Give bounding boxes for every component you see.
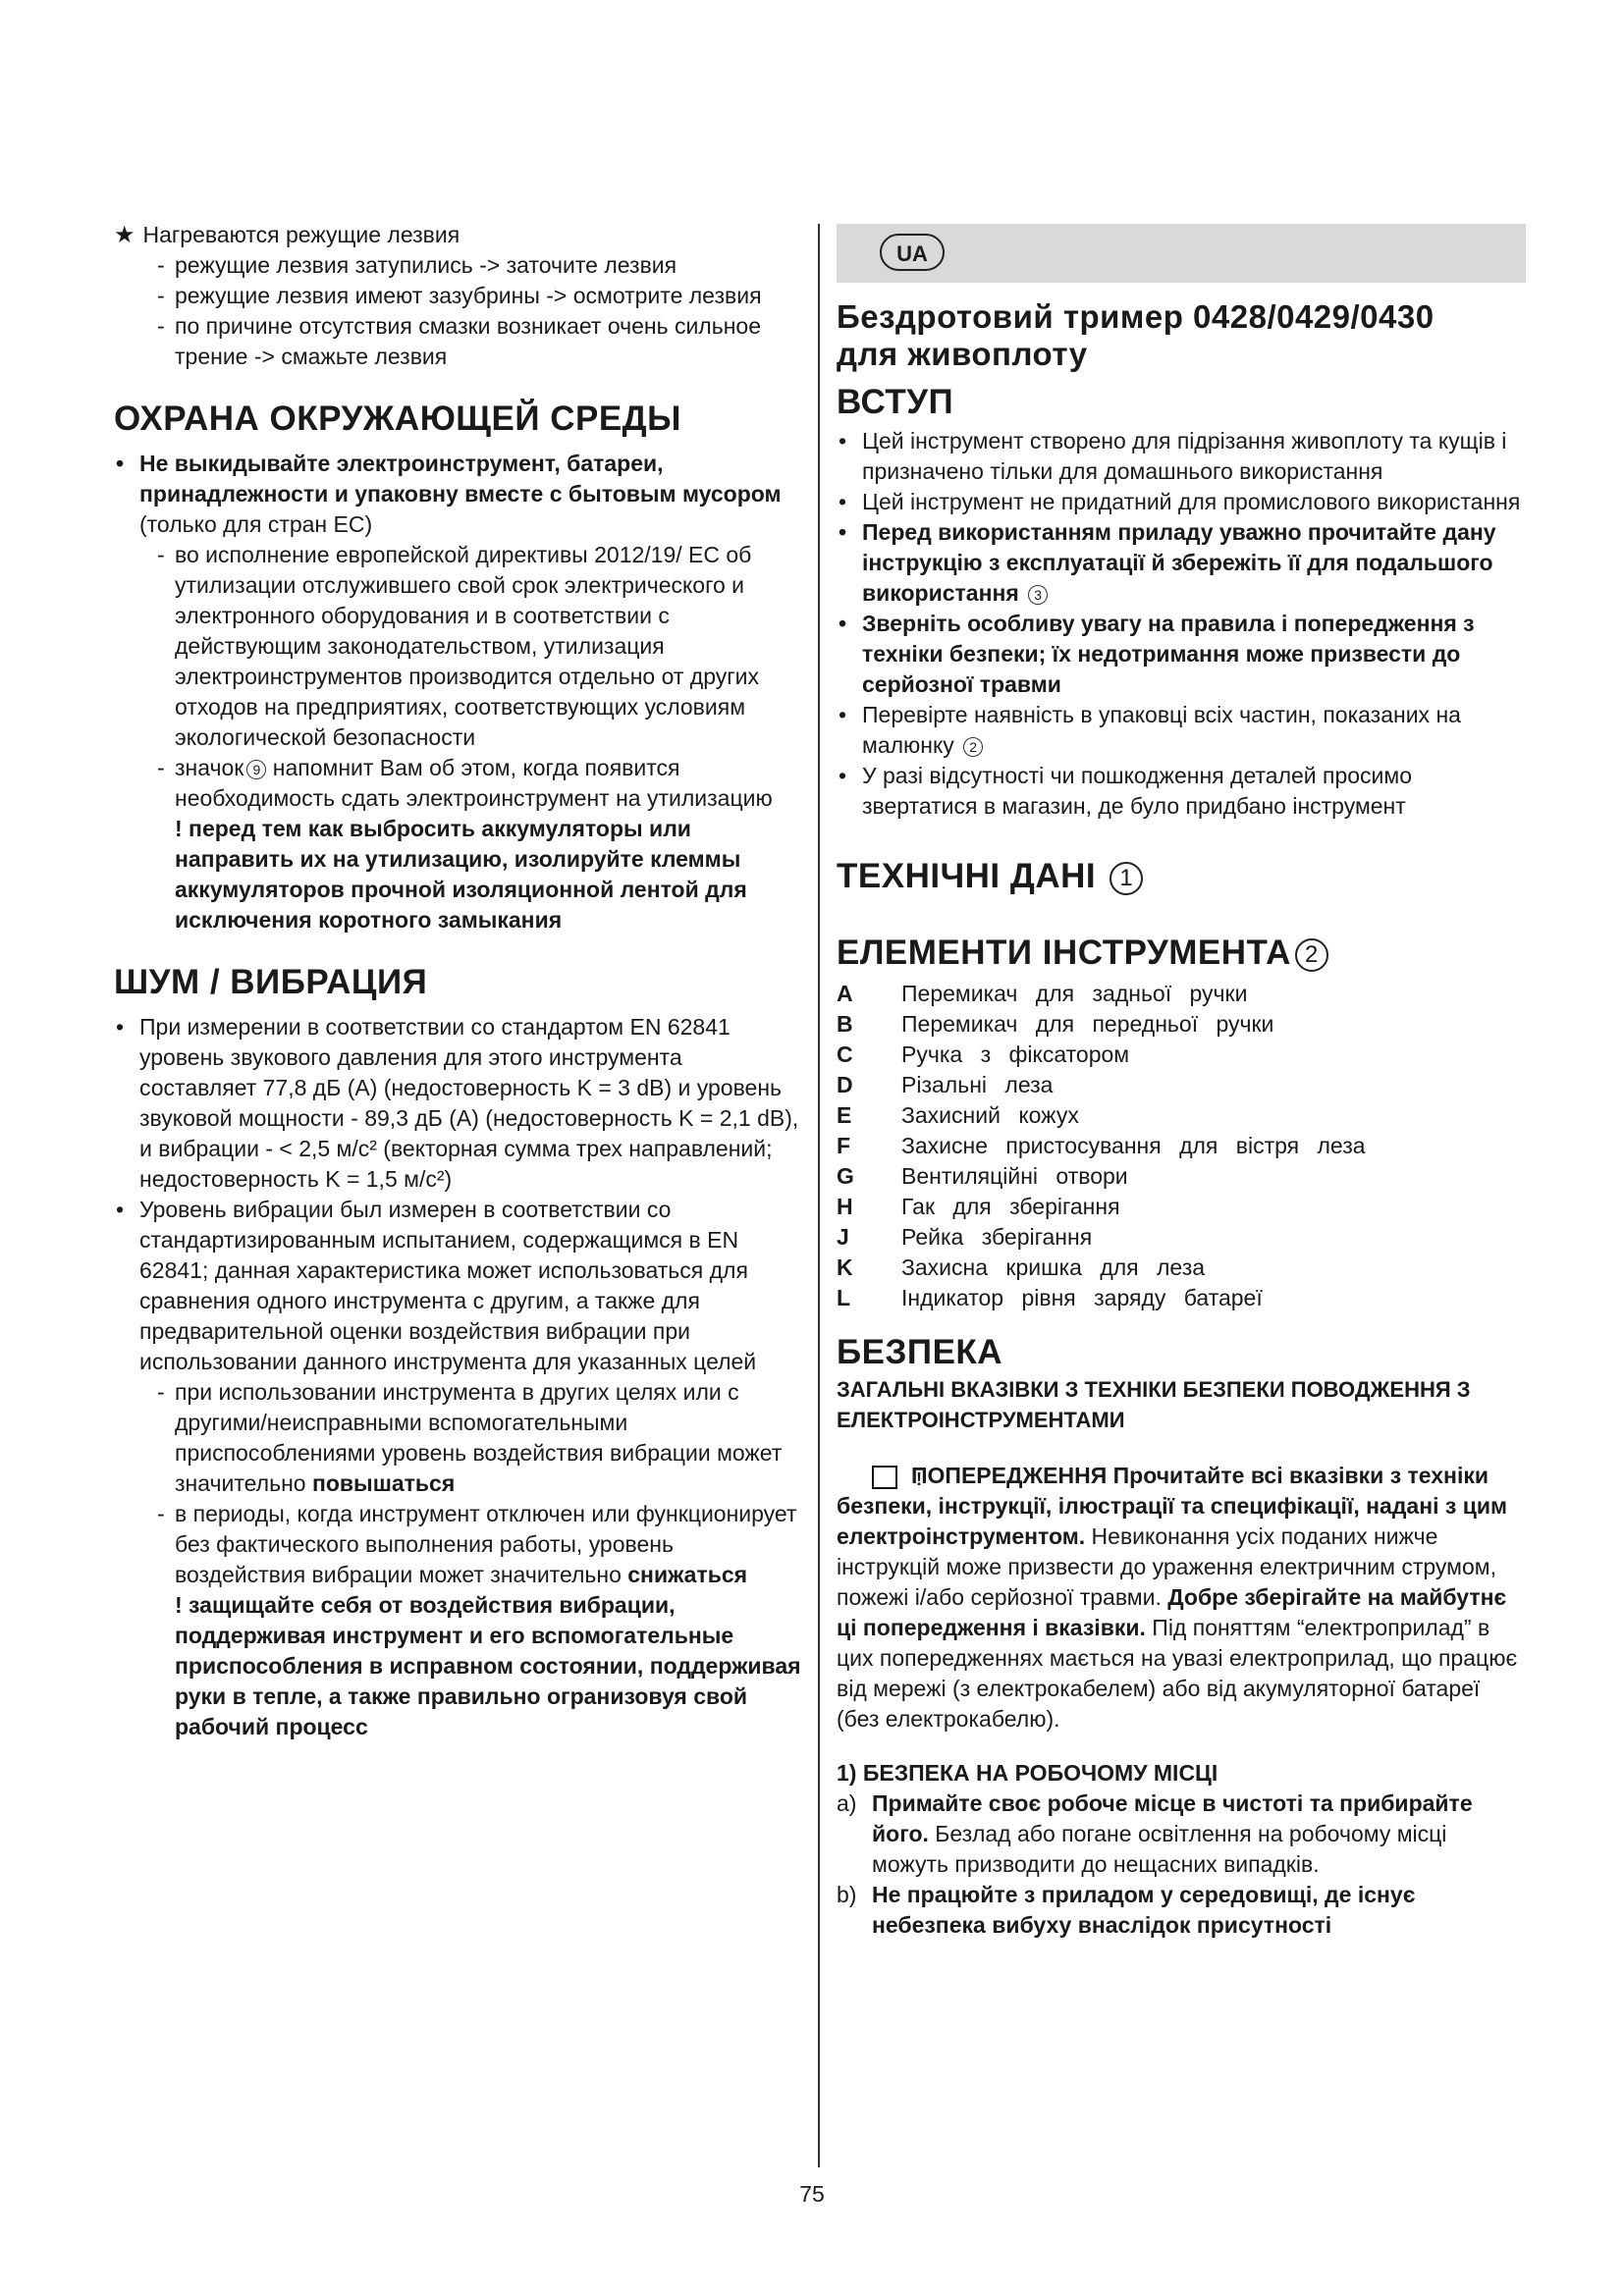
intro-bullet-3: • Перед використанням приладу уважно прочитайте дану інструкцію з експлуатації й збережіть її для подальшого використання 3 [839,519,1496,606]
intro-bullet-2: • Цей інструмент не придатний для промислового використання [839,489,1521,514]
list-item: J Рейка зберігання [837,1224,1093,1250]
ref-number-1: 1 [1110,862,1143,895]
ref-number-2: 2 [1295,938,1328,972]
safety-warning-paragraph: !ПОПЕРЕДЖЕННЯ Прочитайте всі вказівки з техніки безпеки, інструкції, ілюстрації та специфікації, надані з цим електроінструментом. Невиконання усіх поданих нижче інструкцій може призвести до ураження електричним струмом, пожежі і/або серйозної травми. Добре зберігайте на майбутнє ці попередження і вказівки. Під поняттям “електроприлад” в цих попередженнях мається на увазі електроприлад, що працює від мережі (з електрокабелем) або від акумуляторної батареї (без електрокабелю). [837,1461,1524,1735]
right-column [837,298,1524,1941]
list-item: A Перемикач для задньої ручки [837,981,1248,1006]
star-icon: ★ [114,222,135,248]
list-item: G Вентиляційні отвори [837,1163,1128,1189]
language-badge: UA [880,234,945,271]
env-heading: ОХРАНА ОКРУЖАЮЩЕЙ СРЕДЫ [114,400,681,438]
env-warning: ! перед тем как выбросить аккумуляторы или направить их на утилизацию, изолируйте клеммы аккумуляторов прочной изоляционной лентой для исключения коротного замыкания [175,816,747,933]
noise-dash-1: - при использовании инструмента в других целях или с другими/неисправными вспомогательными приспособлениями уровень воздействия вибрации может значительно повышаться [157,1379,783,1496]
intro-bullet-5: • Перевірте наявність в упаковці всіх частин, показаних на малюнку 2 [839,702,1461,758]
product-title-line-2: для живоплоту [837,336,1088,372]
tech-heading: ТЕХНІЧНІ ДАНІ 1 [837,855,1524,898]
noise-bullet-2: • Уровень вибрации был измерен в соответствии со стандартизированным испытанием, содержащимся в EN 62841; данная характеристика может использоваться для сравнения одного инструмента с другим, а также для предварительной оценки воздействия вибрации при использовании данного инструмента для указанных целей [116,1197,757,1374]
elements-heading: ЕЛЕМЕНТИ ІНСТРУМЕНТА 2 [837,932,1524,975]
list-item: H Гак для зберігання [837,1194,1120,1219]
noise-warning: ! защищайте себя от воздействия вибрации, поддерживая инструмент и его вспомогательные приспособления в исправном состоянии, поддерживая руки в тепле, а также правильно огранизовуя свой рабочий процесс [175,1592,801,1739]
list-item: B Перемикач для передньої ручки [837,1011,1274,1037]
list-item: F Захисне пристосування для вістря леза [837,1133,1366,1158]
heat-item: - режущие лезвия затупились -> заточите лезвия [157,252,677,278]
ref-number-9: 9 [246,760,266,779]
noise-dash-2: - в периоды, когда инструмент отключен или функционирует без фактического выполнения работы, уровень воздействия вибрации может значительно снижаться [157,1501,797,1587]
list-item: C Ручка з фіксатором [837,1041,1130,1067]
product-title-line-1: Бездротовий тример 0428/0429/0430 [837,298,1435,335]
intro-heading: ВСТУП [837,383,954,421]
heat-item: - по причине отсутствия смазки возникает очень сильное трение -> смажьте лезвия [157,313,761,369]
workplace-item-a: a) Примайте своє робоче місце в чистоті та прибирайте його. Безлад або погане освітлення на робочому місці можуть призводити до нещасних випадків. [837,1790,1473,1877]
ref-number-2: 2 [963,737,983,757]
list-item: D Різальні леза [837,1072,1054,1097]
warning-icon [872,1466,897,1489]
safety-heading: БЕЗПЕКА [837,1333,1003,1371]
intro-bullet-1: • Цей інструмент створено для підрізання живоплоту та кущів і призначено тільки для домашнього використання [839,428,1507,484]
intro-bullet-4: • Зверніть особливу увагу на правила і попередження з техніки безпеки; їх недотримання може призвести до серйозної травми [839,611,1475,697]
env-dash-1: - во исполнение европейской директивы 2012/19/ ЕС об утилизации отслужившего свой срок электрического и электронного оборудования и в соответствии с действующим законодательством, утилизация электроинструментов производится отдельно от других отходов на предприятиях, соответствующих условиям экологической безопасности [157,542,759,750]
list-item: L Індикатор рівня заряду батареї [837,1285,1263,1310]
list-item: E Захисний кожух [837,1102,1079,1128]
column-divider [818,224,820,2167]
noise-bullet-1: • При измерении в соответствии со стандартом EN 62841 уровень звукового давления для этого инструмента составляет 77,8 дБ (A) (недостоверность K = 3 dB) и уровень звуковой мощности - 89,3 дБ (A) (недостоверность K = 2,1 dB), и вибрации - < 2,5 м/c² (векторная сумма трех направлений; недостоверность K = 1,5 м/c²) [116,1014,799,1192]
workplace-item-b: b) Не працюйте з приладом у середовищі, де існує небезпека вибуху внаслідок присутності [837,1882,1416,1938]
language-bar [837,224,1526,283]
page-number: 75 [799,2181,825,2207]
env-bullet: • Не выкидывайте электроинструмент, батареи, принадлежности и упаковну вместе с бытовым мусором (только для стран ЕС) [116,451,782,537]
list-item: K Захисна кришка для леза [837,1255,1206,1280]
intro-bullet-6: • У разі відсутності чи пошкодження деталей просимо звертатися в магазин, де було придбано інструмент [839,763,1413,819]
safety-subheading: ЗАГАЛЬНІ ВКАЗІВКИ З ТЕХНІКИ БЕЗПЕКИ ПОВОДЖЕННЯ З ЕЛЕКТРОІНСТРУМЕНТАМИ [837,1377,1471,1432]
heat-title: ★ Нагреваются режущие лезвия [114,222,460,248]
workplace-heading: 1) БЕЗПЕКА НА РОБОЧОМУ МІСЦІ [837,1760,1218,1786]
env-dash-2: - значок 9 напомнит Вам об этом, когда появится необходимость сдать электроинструмент на утилизацию [157,755,773,811]
ref-number-3: 3 [1028,585,1048,605]
elements-list [837,979,1524,1313]
left-column [114,220,801,1742]
heat-item: - режущие лезвия имеют зазубрины -> осмотрите лезвия [157,283,762,308]
noise-heading: ШУМ / ВИБРАЦИЯ [114,963,428,1001]
